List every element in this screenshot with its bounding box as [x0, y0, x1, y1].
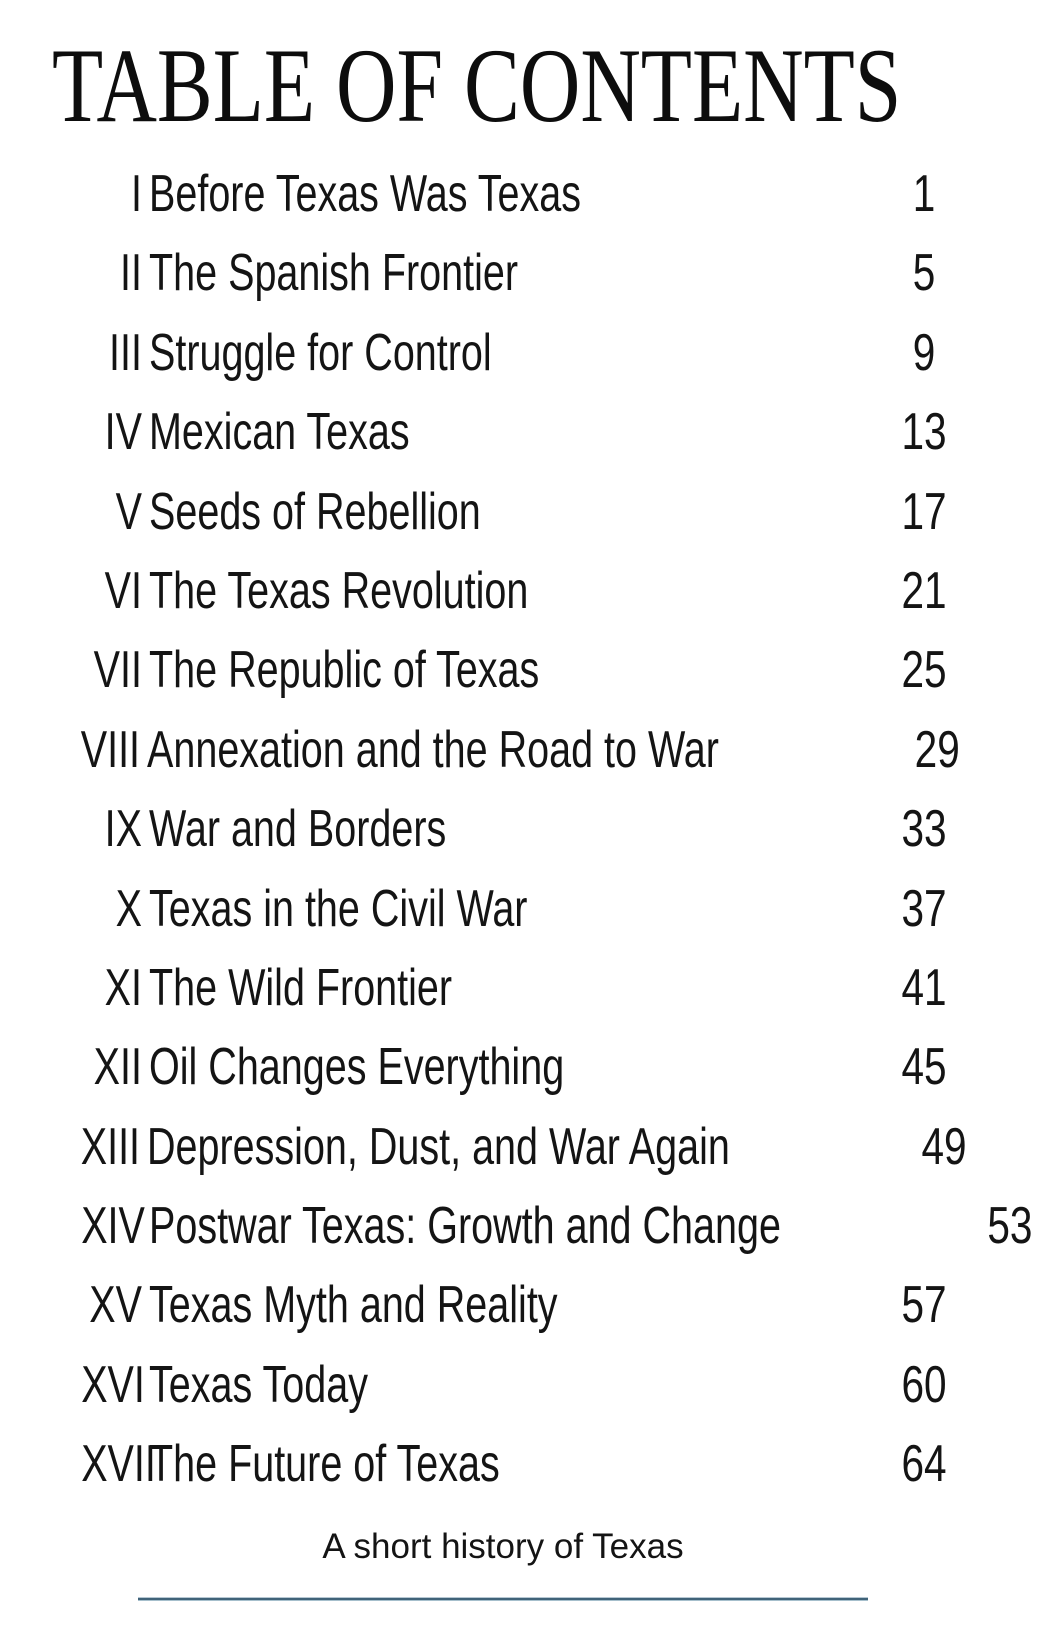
toc-row[interactable] [62, 631, 974, 710]
toc-row[interactable] [62, 1187, 1032, 1266]
toc-roman-numeral: IX [104, 800, 142, 859]
toc-chapter-title: Seeds of Rebellion [149, 482, 481, 541]
toc-roman-numeral: XIV [81, 1197, 145, 1256]
toc-chapter-title: Struggle for Control [149, 323, 492, 382]
toc-roman-numeral: IV [104, 403, 142, 462]
footer-subtitle: A short history of Texas [322, 1527, 684, 1566]
toc-row[interactable] [62, 1028, 974, 1107]
toc-roman-numeral: XIII [80, 1117, 141, 1176]
toc-row[interactable] [62, 1346, 974, 1425]
toc-page-number: 29 [914, 720, 960, 779]
toc-row[interactable] [62, 1266, 974, 1345]
toc-page-number: 17 [901, 482, 947, 541]
toc-page-number: 9 [912, 323, 936, 382]
toc-chapter-title: Postwar Texas: Growth and Change [149, 1197, 781, 1256]
toc-chapter-title: Texas in the Civil War [149, 879, 528, 938]
toc-page-number: 60 [901, 1355, 947, 1414]
toc-roman-numeral: VI [104, 561, 142, 620]
toc-chapter-title: The Wild Frontier [149, 958, 453, 1017]
toc-chapter-title: Mexican Texas [149, 403, 410, 462]
toc-chapter-title: Annexation and the Road to War [147, 720, 719, 779]
toc-list [62, 155, 1032, 1505]
toc-roman-numeral: XVII [81, 1435, 156, 1494]
toc-row[interactable] [62, 155, 974, 234]
toc-page-number: 64 [901, 1435, 947, 1494]
toc-page-number: 41 [901, 958, 947, 1017]
footer-divider-line [138, 1597, 868, 1601]
toc-chapter-title: The Future of Texas [149, 1435, 500, 1494]
toc-roman-numeral: III [109, 323, 142, 382]
toc-row[interactable] [62, 1108, 974, 1187]
toc-roman-numeral: X [115, 879, 142, 938]
toc-roman-numeral: VII [93, 641, 142, 700]
page-title: TABLE OF CONTENTS [52, 27, 902, 144]
toc-row[interactable] [62, 1425, 974, 1504]
toc-chapter-title: The Republic of Texas [149, 641, 540, 700]
toc-page-number: 37 [901, 879, 947, 938]
toc-row[interactable] [62, 949, 974, 1028]
toc-chapter-title: Before Texas Was Texas [149, 165, 582, 223]
toc-page-number: 21 [901, 561, 947, 620]
toc-roman-numeral: XVI [81, 1355, 145, 1414]
toc-row[interactable] [62, 314, 974, 393]
toc-roman-numeral: VIII [80, 720, 141, 779]
toc-chapter-title: Depression, Dust, and War Again [147, 1117, 730, 1176]
toc-chapter-title: The Spanish Frontier [149, 244, 519, 303]
toc-chapter-title: Texas Myth and Reality [149, 1276, 558, 1335]
toc-page-number: 33 [901, 800, 947, 859]
toc-roman-numeral: XI [104, 958, 142, 1017]
toc-roman-numeral: V [115, 482, 142, 541]
toc-page-number: 1 [912, 165, 936, 223]
toc-row[interactable] [62, 234, 974, 313]
toc-page-number: 13 [901, 403, 947, 462]
toc-chapter-title: The Texas Revolution [149, 561, 529, 620]
toc-row[interactable] [62, 473, 974, 552]
toc-row[interactable] [62, 790, 974, 869]
toc-chapter-title: Oil Changes Everything [149, 1038, 565, 1097]
toc-page-number: 53 [986, 1197, 1032, 1256]
toc-page-number: 5 [912, 244, 936, 303]
toc-roman-numeral: XII [93, 1038, 142, 1097]
toc-chapter-title: War and Borders [149, 800, 447, 859]
toc-roman-numeral: I [131, 165, 142, 223]
toc-roman-numeral: XV [89, 1276, 142, 1335]
toc-page-number: 45 [901, 1038, 947, 1097]
toc-page-number: 25 [901, 641, 947, 700]
toc-row[interactable] [62, 870, 974, 949]
toc-page-number: 57 [901, 1276, 947, 1335]
toc-page-number: 49 [921, 1117, 967, 1176]
toc-chapter-title: Texas Today [149, 1355, 368, 1414]
toc-row[interactable] [62, 393, 974, 472]
toc-row[interactable] [62, 711, 974, 790]
toc-roman-numeral: II [120, 244, 142, 303]
toc-row[interactable] [62, 552, 974, 631]
